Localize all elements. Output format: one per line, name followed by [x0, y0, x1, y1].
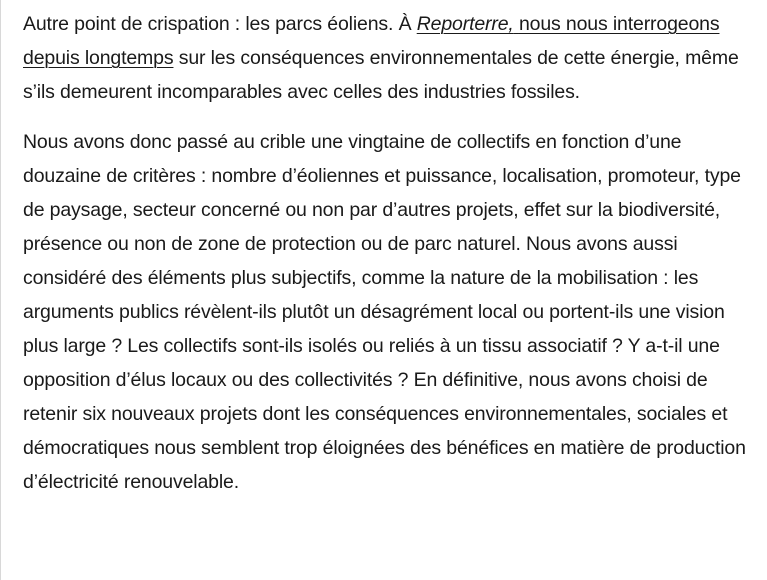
paragraph-wind-farms [23, 7, 751, 109]
paragraph-1-tail-text: sur les conséquences environnementales de cette énergie, même s’ils demeurent incomparables avec celles des industries fossiles. [23, 47, 739, 103]
article-body [23, 7, 751, 499]
interrogeons-link-label: nous nous interrogeons depuis longtemps [23, 13, 720, 69]
left-border-rule [0, 0, 1, 580]
paragraph-1-lead-text: Autre point de crispation : les parcs éoliens. À [23, 13, 417, 35]
reporterre-link-label: Reporterre, [416, 13, 514, 35]
paragraph-methodology: Nous avons donc passé au crible une vingtaine de collectifs en fonction d’une douzaine de critères : nombre d’éoliennes et puissance, localisation, promoteur, type de paysage, secteur concerné ou non par d’autres projets, effet sur la biodiversité, présence ou non de zone de protection ou de parc naturel. Nous avons aussi considéré des éléments plus subjectifs, comme la nature de la mobilisation : les arguments publics révèlent-ils plutôt un désagrément local ou portent-ils une vision plus large ? Les collectifs sont-ils isolés ou reliés à un tissu associatif ? Y a-t-il une opposition d’élus locaux ou des collectivités ? En définitive, nous avons choisi de retenir six nouveaux projets dont les conséquences environnementales, sociales et démocratiques nous semblent trop éloignées des bénéfices en matière de production d’électricité renouvelable. [23, 131, 746, 493]
